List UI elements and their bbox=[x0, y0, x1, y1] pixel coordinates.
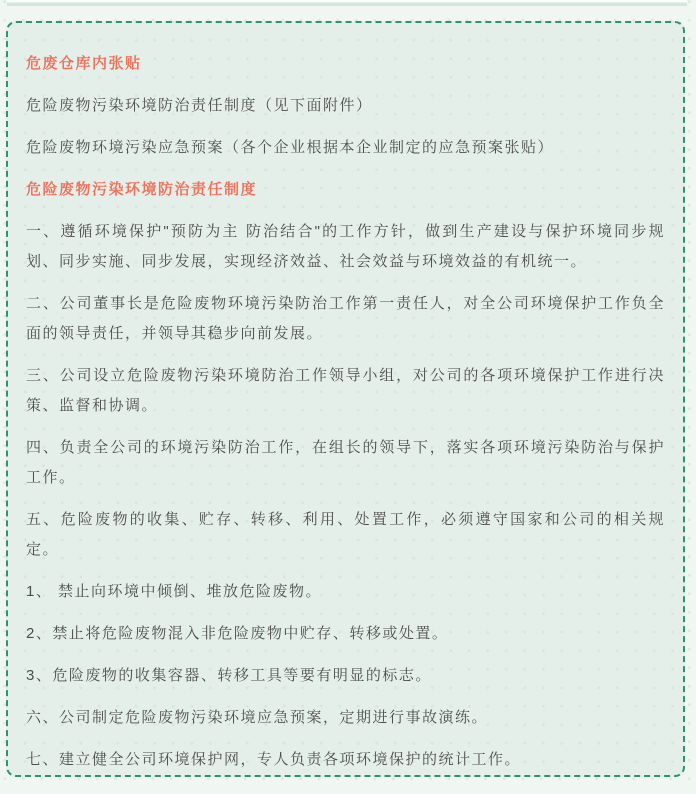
paragraph-item-4: 四、负责全公司的环境污染防治工作，在组长的领导下，落实各项环境污染防治与保护工作。 bbox=[26, 439, 665, 486]
paragraph-attachment-note: 危险废物污染环境防治责任制度（见下面附件） bbox=[26, 97, 373, 114]
paragraph-item-1: 一、遵循环境保护"预防为主 防治结合"的工作方针，做到生产建设与保护环境同步规划、同步实施、同步发展，实现经济效益、社会效益与环境效益的有机统一。 bbox=[26, 223, 665, 270]
paragraph-item-7: 七、建立健全公司环境保护网，专人负责各项环境保护的统计工作。 bbox=[26, 751, 522, 768]
section-heading-responsibility-system: 危险废物污染环境防治责任制度 bbox=[26, 181, 258, 198]
paragraph-item-5: 五、危险废物的收集、贮存、转移、利用、处置工作，必须遵守国家和公司的相关规定。 bbox=[26, 511, 665, 558]
paragraph-item-3: 三、公司设立危险废物污染环境防治工作领导小组，对公司的各项环境保护工作进行决策、监督和协调。 bbox=[26, 367, 665, 414]
paragraph-item-2: 二、公司董事长是危险废物环境污染防治工作第一责任人，对全公司环境保护工作负全面的领导责任，并领导其稳步向前发展。 bbox=[26, 295, 665, 342]
paragraph-subitem-1: 1、 禁止向环境中倾倒、堆放危险废物。 bbox=[26, 583, 323, 600]
paragraph-emergency-plan: 危险废物环境污染应急预案（各个企业根据本企业制定的应急预案张贴） bbox=[26, 139, 555, 156]
top-accent-strip bbox=[7, 0, 687, 6]
paragraph-subitem-3: 3、危险废物的收集容器、转移工具等要有明显的标志。 bbox=[26, 667, 432, 684]
section-heading-post-notice: 危废仓库内张贴 bbox=[26, 55, 142, 72]
content-card bbox=[6, 21, 685, 777]
paragraph-subitem-2: 2、禁止将危险废物混入非危险废物中贮存、转移或处置。 bbox=[26, 625, 449, 642]
paragraph-item-6: 六、公司制定危险废物污染环境应急预案，定期进行事故演练。 bbox=[26, 709, 489, 726]
